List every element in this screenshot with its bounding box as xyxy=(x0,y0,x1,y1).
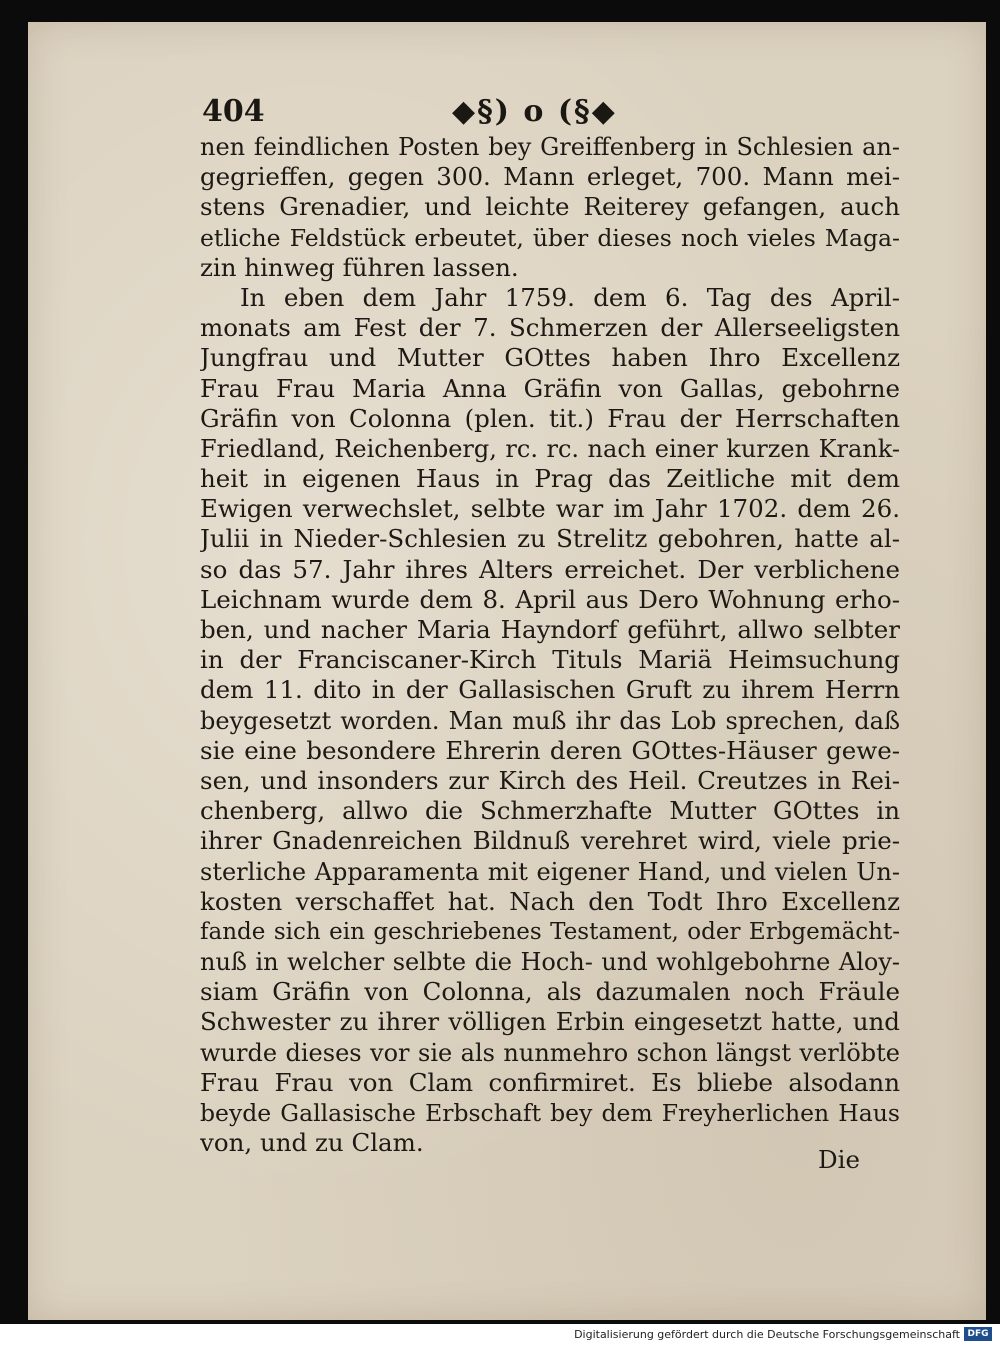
text-line: zin hinweg führen lassen. xyxy=(200,252,519,282)
text-line: Ewigen verwechslet, selbte war im Jahr 1702. dem 26. xyxy=(200,494,900,524)
text-line: Friedland, Reichenberg, rc. rc. nach einer kurzen Krank- xyxy=(200,434,900,463)
text-line: sie eine besondere Ehrerin deren GOttes-Häuser gewe- xyxy=(200,735,900,765)
text-line: ben, und nacher Maria Hayndorf geführt, allwo selbter xyxy=(200,615,900,644)
text-line: Frau Frau von Clam confirmiret. Es bliebe alsodann xyxy=(200,1067,900,1097)
text-line: so das 57. Jahr ihres Alters erreichet. Der verblichene xyxy=(200,554,900,584)
text-line: Frau Frau Maria Anna Gräfin von Gallas, gebohrne xyxy=(200,373,900,403)
text-line: in der Franciscaner-Kirch Tituls Mariä Heimsuchung xyxy=(200,645,900,675)
page-number: 404 xyxy=(202,94,265,129)
text-line: gegrieffen, gegen 300. Mann erleget, 700. Mann mei- xyxy=(200,162,900,192)
text-line: Julii in Nieder-Schlesien zu Strelitz gebohren, hatte al- xyxy=(200,524,900,554)
text-line: chenberg, allwo die Schmerzhafte Mutter GOttes in xyxy=(200,796,900,826)
text-line: fande sich ein geschriebenes Testament, oder Erbgemächt- xyxy=(200,918,900,945)
dfg-logo-icon: DFG xyxy=(964,1327,992,1341)
text-line: beyde Gallasische Erbschaft bey dem Freyherlichen Haus xyxy=(200,1099,900,1127)
text-line: stens Grenadier, und leichte Reiterey gefangen, auch xyxy=(200,192,900,222)
text-line: monats am Fest der 7. Schmerzen der Allerseeligsten xyxy=(200,313,900,343)
text-line: sen, und insonders zur Kirch des Heil. Creutzes in Rei- xyxy=(200,765,900,795)
text-line: ihrer Gnadenreichen Bildnuß verehret wird, viele prie- xyxy=(200,826,900,856)
text-line: Schwester zu ihrer völligen Erbin eingesetzt hatte, und xyxy=(200,1007,900,1037)
text-line: beygesetzt worden. Man muß ihr das Lob sprechen, daß xyxy=(200,706,900,735)
footer-credit: Digitalisierung gefördert durch die Deutsche Forschungsgemeinschaft xyxy=(574,1328,960,1341)
catchword: Die xyxy=(818,1145,860,1174)
text-line: Gräfin von Colonna (plen. tit.) Frau der Herrschaften xyxy=(200,403,900,433)
text-line: von, und zu Clam. xyxy=(200,1128,424,1158)
text-line: nen feindlichen Posten bey Greiffenberg in Schlesien an- xyxy=(200,133,900,161)
running-header xyxy=(202,92,902,132)
text-line: dem 11. dito in der Gallasischen Gruft zu ihrem Herrn xyxy=(200,675,900,705)
text-line: wurde dieses vor sie als nunmehro schon längst verlöbte xyxy=(200,1038,900,1067)
text-line: heit in eigenen Haus in Prag das Zeitliche mit dem xyxy=(200,464,900,494)
header-ornament: ◆§) o (§◆ xyxy=(452,94,617,129)
body-text xyxy=(200,132,900,1158)
text-line: nuß in welcher selbte die Hoch- und wohlgebohrne Aloy- xyxy=(200,948,900,977)
text-line: Leichnam wurde dem 8. April aus Dero Wohnung erho- xyxy=(200,584,900,614)
text-line: Jungfrau und Mutter GOttes haben Ihro Excellenz xyxy=(200,343,900,373)
footer-bar xyxy=(0,1324,1000,1345)
text-line: siam Gräfin von Colonna, als dazumalen noch Fräule xyxy=(200,977,900,1007)
text-line: sterliche Apparamenta mit eigener Hand, und vielen Un- xyxy=(200,857,900,886)
text-line: etliche Feldstück erbeutet, über dieses noch vieles Maga- xyxy=(200,223,900,252)
text-line: In eben dem Jahr 1759. dem 6. Tag des April- xyxy=(240,282,900,312)
text-line: kosten verschaffet hat. Nach den Todt Ihro Excellenz xyxy=(200,886,900,916)
